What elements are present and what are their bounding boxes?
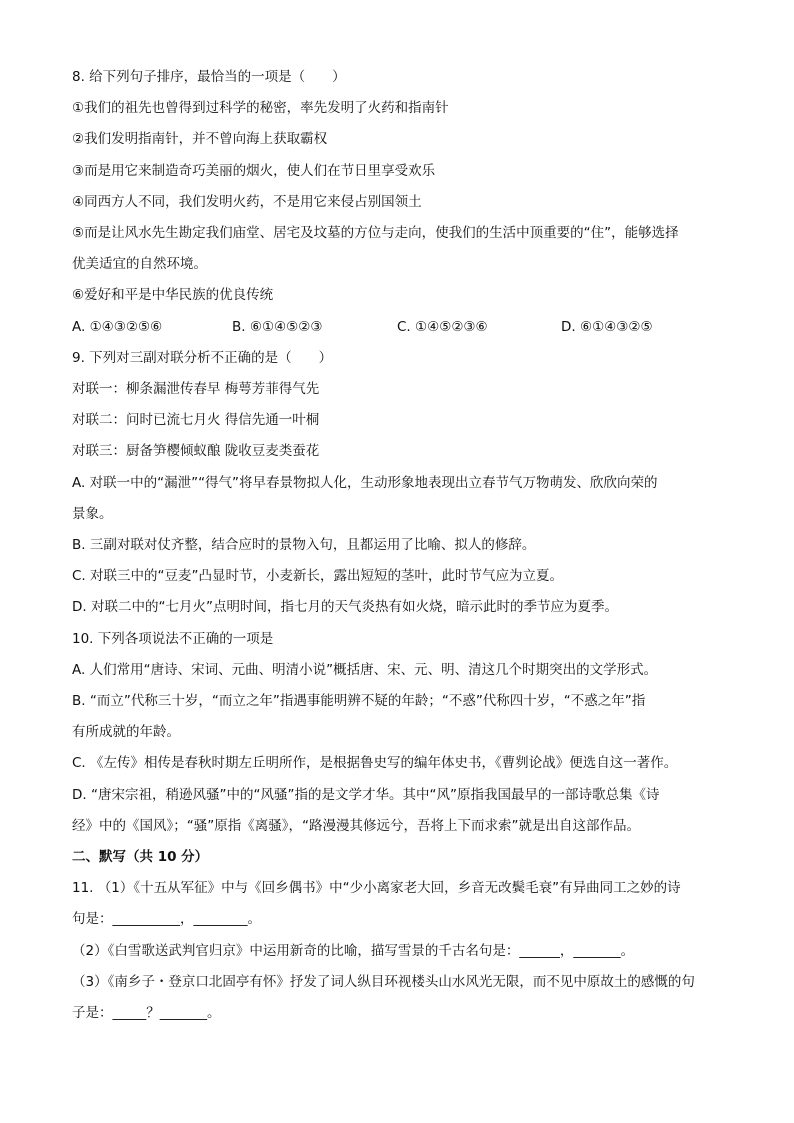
question-8-sentence-3: ③而是用它来制造奇巧美丽的烟火，使人们在节日里享受欢乐: [72, 162, 436, 179]
question-10-stem: 10. 下列各项说法不正确的一项是: [72, 630, 274, 647]
couplet-1: 对联一：柳条漏泄传春早 梅萼芳菲得气先: [72, 381, 320, 398]
question-9-option-c[interactable]: C. 对联三中的“豆麦”凸显时节，小麦新长，露出短短的茎叶，此时节气应为立夏。: [72, 568, 563, 585]
question-10: [72, 624, 734, 842]
question-11-part-1-blanks[interactable]: 句是：__________，________。: [72, 911, 261, 928]
question-9-stem: 9. 下列对三副对联分析不正确的是（ ）: [72, 349, 333, 366]
question-8-options: [72, 312, 734, 343]
question-11-part-3-blanks[interactable]: 子是：_____？_______。: [72, 1005, 221, 1022]
question-8-option-d[interactable]: D. ⑥①④③②⑤: [561, 318, 653, 335]
question-8-sentence-6: ⑥爱好和平是中华民族的优良传统: [72, 287, 274, 304]
question-11-part-1: 11. （1）《十五从军征》中与《回乡偶书》中“少小离家老大回，乡音无改鬓毛衰”有异曲同工之妙的诗: [72, 880, 681, 897]
question-8-sentence-1: ①我们的祖先也曾得到过科学的秘密，率先发明了火药和指南针: [72, 100, 449, 117]
question-8-option-b[interactable]: B. ⑥①④⑤②③: [232, 318, 323, 335]
question-10-option-a[interactable]: A. 人们常用“唐诗、宋词、元曲、明清小说”概括唐、宋、元、明、清这几个时期突出的文学形式。: [72, 661, 658, 678]
question-8-sentence-4: ④同西方人不同，我们发明火药，不是用它来侵占别国领土: [72, 193, 422, 210]
question-10-option-d-cont: 经》中的《国风》；“骚”原指《离骚》，“路漫漫其修远兮，吾将上下而求索”就是出自这部作品。: [72, 817, 640, 834]
question-11-part-3: （3）《南乡子・登京口北固亭有怀》抒发了词人纵目环视楼头山水风光无限，而不见中原故土的感慨的句: [72, 973, 695, 990]
section-2-heading: 二、默写（共 10 分）: [72, 849, 209, 866]
question-11: [72, 873, 734, 1029]
question-8-sentence-5-cont: 优美适宜的自然环境。: [72, 256, 207, 273]
question-8-option-c[interactable]: C. ①④⑤②③⑥: [397, 318, 488, 335]
question-8-sentence-5: ⑤而是让风水先生勘定我们庙堂、居宅及坟墓的方位与走向，使我们的生活中顶重要的“住”，能够选择: [72, 225, 679, 242]
question-9: [72, 343, 734, 624]
question-9-option-b[interactable]: B. 三副对联对仗齐整，结合应时的景物入句，且都运用了比喻、拟人的修辞。: [72, 537, 536, 554]
couplet-2: 对联二：问时已流七月火 得信先通一叶桐: [72, 412, 320, 429]
question-10-option-c[interactable]: C. 《左传》相传是春秋时期左丘明所作，是根据鲁史写的编年体史书，《曹刿论战》便选自这一著作。: [72, 755, 678, 772]
question-8-stem: 8. 给下列句子排序，最恰当的一项是（ ）: [72, 69, 346, 85]
couplet-3: 对联三：厨备笋樱倾蚁酿 陇收豆麦类蚕花: [72, 443, 320, 460]
question-9-option-a[interactable]: A. 对联一中的“漏泄”“得气”将早春景物拟人化，生动形象地表现出立春节气万物萌发、欣欣向荣的: [72, 474, 658, 491]
question-11-part-2[interactable]: （2）《白雪歌送武判官归京》中运用新奇的比喻，描写雪景的千古名句是：______，_______。: [72, 942, 635, 959]
question-8-sentence-2: ②我们发明指南针，并不曾向海上获取霸权: [72, 131, 328, 148]
question-10-option-d[interactable]: D. “唐宋宗祖，稍逊风骚”中的“风骚”指的是文学才华。其中“风”原指我国最早的一部诗歌总集《诗: [72, 786, 660, 803]
question-9-option-d[interactable]: D. 对联二中的“七月火”点明时间，指七月的天气炎热有如火烧，暗示此时的季节应为夏季。: [72, 599, 618, 616]
question-8-option-a[interactable]: A. ①④③②⑤⑥: [72, 318, 163, 335]
question-10-option-b[interactable]: B. “而立”代称三十岁，“而立之年”指遇事能明辨不疑的年龄；“不惑”代称四十岁，“不惑之年”指: [72, 693, 646, 710]
question-8: [72, 62, 734, 343]
question-10-option-b-cont: 有所成就的年龄。: [72, 724, 180, 741]
question-9-option-a-cont: 景象。: [72, 505, 113, 522]
